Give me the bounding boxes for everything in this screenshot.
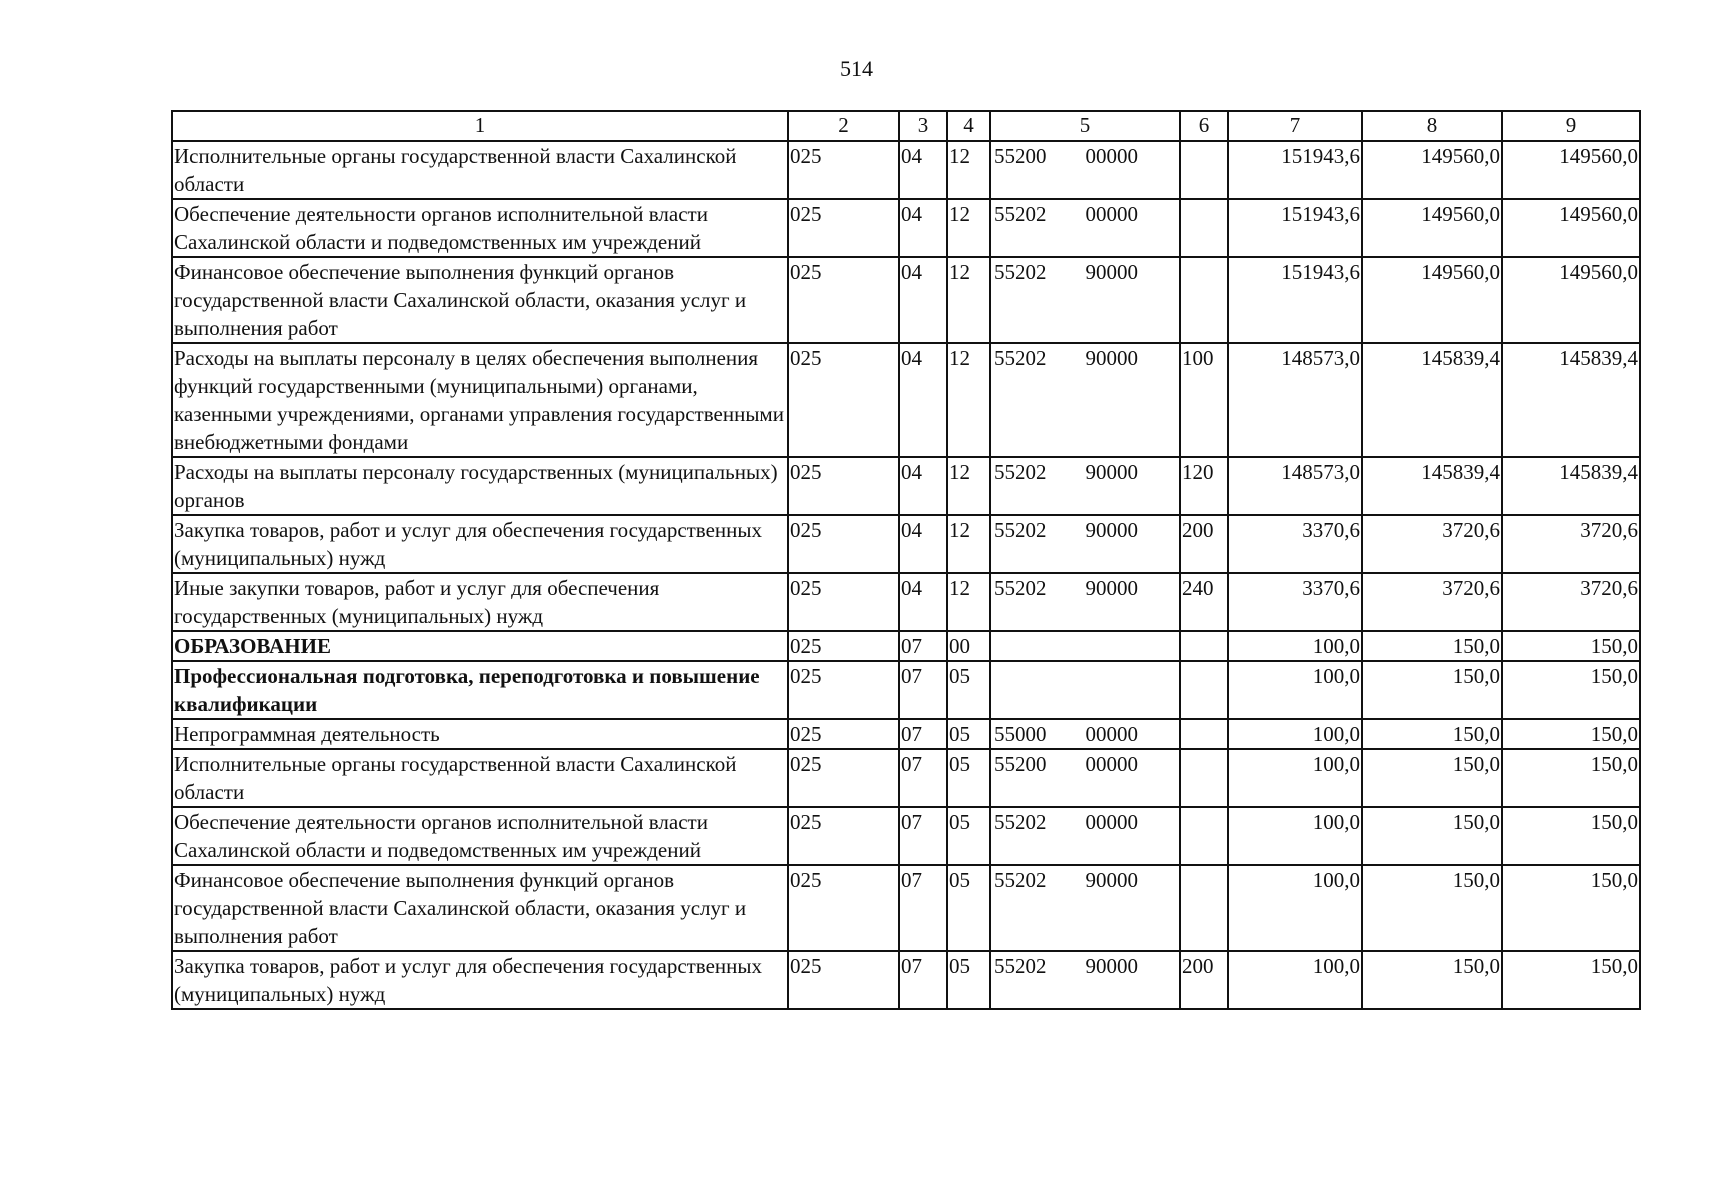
ministry-code: 025 <box>788 865 899 951</box>
amount-col7: 151943,6 <box>1228 141 1362 199</box>
target-article-program: 55000 <box>994 722 1047 746</box>
section-code: 04 <box>899 515 947 573</box>
expense-type-code: 200 <box>1180 951 1228 1009</box>
amount-col8: 150,0 <box>1362 631 1502 661</box>
amount-col9: 150,0 <box>1502 661 1640 719</box>
row-name: Расходы на выплаты персоналу в целях обеспечения выполнения функций государственными (муниципальными) органами, казенными учреждениями, органами управления государственными внебюджетными фондами <box>172 343 788 457</box>
subsection-code: 05 <box>947 719 990 749</box>
amount-col7: 148573,0 <box>1228 343 1362 457</box>
section-code: 04 <box>899 257 947 343</box>
table-row <box>172 141 1640 199</box>
amount-col9: 149560,0 <box>1502 257 1640 343</box>
target-article-cell <box>990 719 1180 749</box>
column-header: 6 <box>1180 111 1228 141</box>
subsection-code: 12 <box>947 573 990 631</box>
amount-col8: 145839,4 <box>1362 343 1502 457</box>
expense-type-code <box>1180 865 1228 951</box>
section-code: 07 <box>899 631 947 661</box>
ministry-code: 025 <box>788 343 899 457</box>
amount-col9: 150,0 <box>1502 749 1640 807</box>
expense-type-code <box>1180 749 1228 807</box>
subsection-code: 12 <box>947 257 990 343</box>
column-header: 2 <box>788 111 899 141</box>
amount-col8: 150,0 <box>1362 951 1502 1009</box>
target-article-direction: 90000 <box>1085 954 1138 978</box>
amount-col7: 100,0 <box>1228 865 1362 951</box>
row-name: Обеспечение деятельности органов исполнительной власти Сахалинской области и подведомственных им учреждений <box>172 807 788 865</box>
table-row <box>172 573 1640 631</box>
ministry-code: 025 <box>788 719 899 749</box>
amount-col8: 149560,0 <box>1362 257 1502 343</box>
expense-type-code: 200 <box>1180 515 1228 573</box>
table-row <box>172 807 1640 865</box>
target-article-program: 55202 <box>994 518 1047 542</box>
expense-type-code <box>1180 631 1228 661</box>
amount-col8: 150,0 <box>1362 661 1502 719</box>
target-article-direction: 00000 <box>1085 752 1138 776</box>
column-header: 5 <box>990 111 1180 141</box>
column-header: 9 <box>1502 111 1640 141</box>
expense-type-code <box>1180 199 1228 257</box>
ministry-code: 025 <box>788 951 899 1009</box>
table-row <box>172 257 1640 343</box>
target-article-cell <box>990 661 1180 719</box>
row-name: Профессиональная подготовка, переподготовка и повышение квалификации <box>172 661 788 719</box>
amount-col9: 150,0 <box>1502 719 1640 749</box>
amount-col8: 150,0 <box>1362 719 1502 749</box>
amount-col8: 150,0 <box>1362 807 1502 865</box>
target-article-program: 55200 <box>994 752 1047 776</box>
section-code: 07 <box>899 807 947 865</box>
subsection-code: 05 <box>947 807 990 865</box>
amount-col9: 3720,6 <box>1502 573 1640 631</box>
ministry-code: 025 <box>788 457 899 515</box>
target-article-cell <box>990 199 1180 257</box>
amount-col7: 100,0 <box>1228 807 1362 865</box>
target-article-cell <box>990 951 1180 1009</box>
expense-type-code <box>1180 719 1228 749</box>
amount-col9: 150,0 <box>1502 807 1640 865</box>
amount-col7: 3370,6 <box>1228 515 1362 573</box>
target-article-program: 55202 <box>994 954 1047 978</box>
row-name: Исполнительные органы государственной власти Сахалинской области <box>172 749 788 807</box>
amount-col8: 149560,0 <box>1362 141 1502 199</box>
table-row <box>172 515 1640 573</box>
amount-col9: 150,0 <box>1502 951 1640 1009</box>
subsection-code: 05 <box>947 661 990 719</box>
row-name: Иные закупки товаров, работ и услуг для обеспечения государственных (муниципальных) нужд <box>172 573 788 631</box>
target-article-program: 55202 <box>994 202 1047 226</box>
section-code: 07 <box>899 951 947 1009</box>
row-name: Закупка товаров, работ и услуг для обеспечения государственных (муниципальных) нужд <box>172 515 788 573</box>
expense-type-code <box>1180 257 1228 343</box>
row-name: Закупка товаров, работ и услуг для обеспечения государственных (муниципальных) нужд <box>172 951 788 1009</box>
target-article-cell <box>990 807 1180 865</box>
table-row <box>172 951 1640 1009</box>
section-code: 04 <box>899 573 947 631</box>
row-name: ОБРАЗОВАНИЕ <box>172 631 788 661</box>
amount-col7: 100,0 <box>1228 661 1362 719</box>
target-article-direction: 00000 <box>1085 144 1138 168</box>
table-row <box>172 719 1640 749</box>
ministry-code: 025 <box>788 141 899 199</box>
amount-col9: 150,0 <box>1502 631 1640 661</box>
expense-type-code: 120 <box>1180 457 1228 515</box>
column-header: 4 <box>947 111 990 141</box>
target-article-direction: 00000 <box>1085 810 1138 834</box>
table-row <box>172 631 1640 661</box>
section-code: 04 <box>899 199 947 257</box>
section-code: 07 <box>899 661 947 719</box>
ministry-code: 025 <box>788 573 899 631</box>
row-name: Финансовое обеспечение выполнения функций органов государственной власти Сахалинской области, оказания услуг и выполнения работ <box>172 865 788 951</box>
expense-type-code <box>1180 141 1228 199</box>
amount-col7: 100,0 <box>1228 631 1362 661</box>
page-number: 514 <box>840 56 873 81</box>
column-header: 7 <box>1228 111 1362 141</box>
amount-col8: 150,0 <box>1362 749 1502 807</box>
expense-type-code: 100 <box>1180 343 1228 457</box>
target-article-direction: 90000 <box>1085 518 1138 542</box>
amount-col8: 3720,6 <box>1362 515 1502 573</box>
row-name: Исполнительные органы государственной власти Сахалинской области <box>172 141 788 199</box>
amount-col7: 100,0 <box>1228 719 1362 749</box>
amount-col7: 151943,6 <box>1228 257 1362 343</box>
target-article-cell <box>990 573 1180 631</box>
amount-col7: 100,0 <box>1228 951 1362 1009</box>
target-article-direction: 90000 <box>1085 868 1138 892</box>
ministry-code: 025 <box>788 749 899 807</box>
target-article-direction: 00000 <box>1085 722 1138 746</box>
subsection-code: 12 <box>947 141 990 199</box>
expense-type-code <box>1180 661 1228 719</box>
table-row <box>172 457 1640 515</box>
amount-col7: 100,0 <box>1228 749 1362 807</box>
subsection-code: 12 <box>947 343 990 457</box>
amount-col8: 150,0 <box>1362 865 1502 951</box>
amount-col9: 149560,0 <box>1502 199 1640 257</box>
target-article-program: 55202 <box>994 460 1047 484</box>
table-row <box>172 865 1640 951</box>
table-row <box>172 749 1640 807</box>
target-article-direction: 00000 <box>1085 202 1138 226</box>
column-header: 1 <box>172 111 788 141</box>
subsection-code: 12 <box>947 199 990 257</box>
amount-col7: 151943,6 <box>1228 199 1362 257</box>
column-header: 3 <box>899 111 947 141</box>
subsection-code: 05 <box>947 951 990 1009</box>
budget-table <box>171 110 1641 1010</box>
ministry-code: 025 <box>788 631 899 661</box>
target-article-cell <box>990 865 1180 951</box>
section-code: 04 <box>899 343 947 457</box>
table-body <box>172 141 1640 1009</box>
target-article-program: 55202 <box>994 260 1047 284</box>
amount-col7: 3370,6 <box>1228 573 1362 631</box>
section-code: 07 <box>899 749 947 807</box>
row-name: Расходы на выплаты персоналу государственных (муниципальных) органов <box>172 457 788 515</box>
expense-type-code: 240 <box>1180 573 1228 631</box>
table-row <box>172 661 1640 719</box>
ministry-code: 025 <box>788 807 899 865</box>
target-article-cell <box>990 457 1180 515</box>
target-article-cell <box>990 515 1180 573</box>
amount-col8: 3720,6 <box>1362 573 1502 631</box>
section-code: 04 <box>899 141 947 199</box>
target-article-program: 55202 <box>994 810 1047 834</box>
amount-col9: 145839,4 <box>1502 343 1640 457</box>
target-article-cell <box>990 343 1180 457</box>
target-article-program: 55202 <box>994 868 1047 892</box>
subsection-code: 05 <box>947 865 990 951</box>
section-code: 07 <box>899 719 947 749</box>
ministry-code: 025 <box>788 661 899 719</box>
header-row <box>172 111 1640 141</box>
target-article-direction: 90000 <box>1085 460 1138 484</box>
amount-col9: 150,0 <box>1502 865 1640 951</box>
subsection-code: 12 <box>947 515 990 573</box>
table-row <box>172 199 1640 257</box>
row-name: Обеспечение деятельности органов исполнительной власти Сахалинской области и подведомственных им учреждений <box>172 199 788 257</box>
target-article-cell <box>990 141 1180 199</box>
section-code: 07 <box>899 865 947 951</box>
ministry-code: 025 <box>788 199 899 257</box>
ministry-code: 025 <box>788 257 899 343</box>
target-article-direction: 90000 <box>1085 346 1138 370</box>
amount-col8: 149560,0 <box>1362 199 1502 257</box>
ministry-code: 025 <box>788 515 899 573</box>
subsection-code: 12 <box>947 457 990 515</box>
target-article-cell <box>990 749 1180 807</box>
column-header: 8 <box>1362 111 1502 141</box>
target-article-direction: 90000 <box>1085 576 1138 600</box>
expense-type-code <box>1180 807 1228 865</box>
subsection-code: 00 <box>947 631 990 661</box>
table-row <box>172 343 1640 457</box>
target-article-cell <box>990 257 1180 343</box>
amount-col7: 148573,0 <box>1228 457 1362 515</box>
amount-col9: 3720,6 <box>1502 515 1640 573</box>
target-article-cell <box>990 631 1180 661</box>
target-article-program: 55200 <box>994 144 1047 168</box>
target-article-program: 55202 <box>994 576 1047 600</box>
amount-col8: 145839,4 <box>1362 457 1502 515</box>
amount-col9: 149560,0 <box>1502 141 1640 199</box>
row-name: Непрограммная деятельность <box>172 719 788 749</box>
subsection-code: 05 <box>947 749 990 807</box>
target-article-program: 55202 <box>994 346 1047 370</box>
target-article-direction: 90000 <box>1085 260 1138 284</box>
row-name: Финансовое обеспечение выполнения функций органов государственной власти Сахалинской области, оказания услуг и выполнения работ <box>172 257 788 343</box>
section-code: 04 <box>899 457 947 515</box>
amount-col9: 145839,4 <box>1502 457 1640 515</box>
